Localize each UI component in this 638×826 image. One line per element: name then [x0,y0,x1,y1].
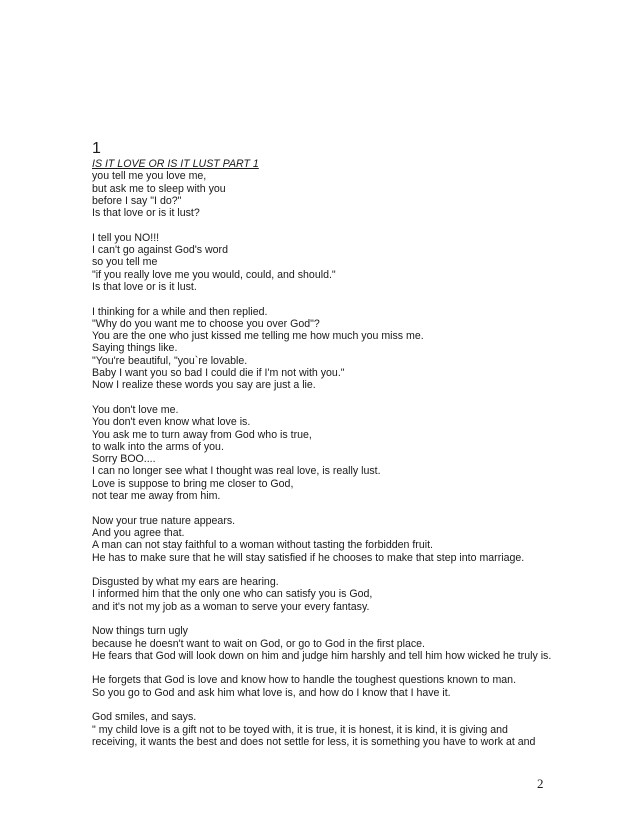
poem-line: " my child love is a gift not to be toyed with, it is true, it is honest, it is kind, it is giving and receiving, it wants the best and does not settle for less, it is something you have to work at and [92,723,536,748]
poem-line: I can't go against God's word [92,244,228,257]
poem-line: "You're beautiful, "you`re lovable. [92,354,248,367]
poem-line: A man can not stay faithful to a woman without tasting the forbidden fruit. [92,539,433,552]
poem-line: Now things turn ugly [92,625,188,638]
stanza [92,711,552,748]
poem-line: So you go to God and ask him what love is, and how do I know that I have it. [92,686,451,699]
poem-line: I can no longer see what I thought was real love, is really lust. [92,465,381,478]
stanza [92,674,552,699]
stanza-gap [92,662,552,674]
stanza [92,170,552,219]
stanza-gap [92,219,552,231]
poem-line: so you tell me [92,256,158,269]
stanza-gap [92,613,552,625]
poem-line: Is that love or is it lust. [92,280,197,293]
stanza [92,625,552,662]
poem-line: Now your true nature appears. [92,514,236,527]
poem-line: you tell me you love me, [92,170,207,183]
poem-title: IS IT LOVE OR IS IT LUST PART 1 [92,158,259,170]
stanza-gap [92,564,552,576]
poem-line: You don't even know what love is. [92,416,251,429]
stanza [92,232,552,293]
poem-line: Saying things like. [92,342,178,355]
poem-line: He has to make sure that he will stay satisfied if he chooses to make that step into marriage. [92,551,525,564]
poem-line: Love is suppose to bring me closer to God, [92,477,294,490]
poem-line: before I say "I do?" [92,194,182,207]
stanza-gap [92,293,552,305]
poem-line: Baby I want you so bad I could die if I'm not with you." [92,367,345,380]
poem-line: I informed him that the only one who can satisfy you is God, [92,588,373,601]
stanza [92,404,552,502]
stanza-gap [92,502,552,514]
poem-line: not tear me away from him. [92,490,221,503]
poem-line: He forgets that God is love and know how to handle the toughest questions known to man. [92,674,517,687]
poem-line: Is that love or is it lust? [92,207,200,220]
poem-line: but ask me to sleep with you [92,182,226,195]
stanza-gap [92,699,552,711]
poem-line: You don't love me. [92,403,179,416]
stanza [92,306,552,392]
stanza-gap [92,392,552,404]
poem-line: "if you really love me you would, could, and should." [92,268,336,281]
poem-line: You ask me to turn away from God who is true, [92,428,312,441]
poem-line: I thinking for a while and then replied. [92,305,268,318]
poem-line: You are the one who just kissed me telling me how much you miss me. [92,330,424,343]
page-number: 2 [537,776,544,791]
poem-line: I tell you NO!!! [92,231,160,244]
poem-line: God smiles, and says. [92,711,197,724]
chapter-number: 1 [92,140,101,157]
poem-line: because he doesn't want to wait on God, or go to God in the first place. [92,637,425,650]
poem-line: Now I realize these words you say are just a lie. [92,379,316,392]
poem-line: and it's not my job as a woman to serve your every fantasy. [92,600,370,613]
poem-line: Disgusted by what my ears are hearing. [92,576,279,589]
poem-line: to walk into the arms of you. [92,440,224,453]
stanza [92,515,552,564]
poem-body [92,158,552,748]
stanza [92,576,552,613]
poem-line: Sorry BOO.... [92,453,156,466]
poem-line: And you agree that. [92,526,185,539]
poem-line: He fears that God will look down on him and judge him harshly and tell him how wicked he truly is. [92,649,552,662]
poem-line: "Why do you want me to choose you over God"? [92,317,320,330]
